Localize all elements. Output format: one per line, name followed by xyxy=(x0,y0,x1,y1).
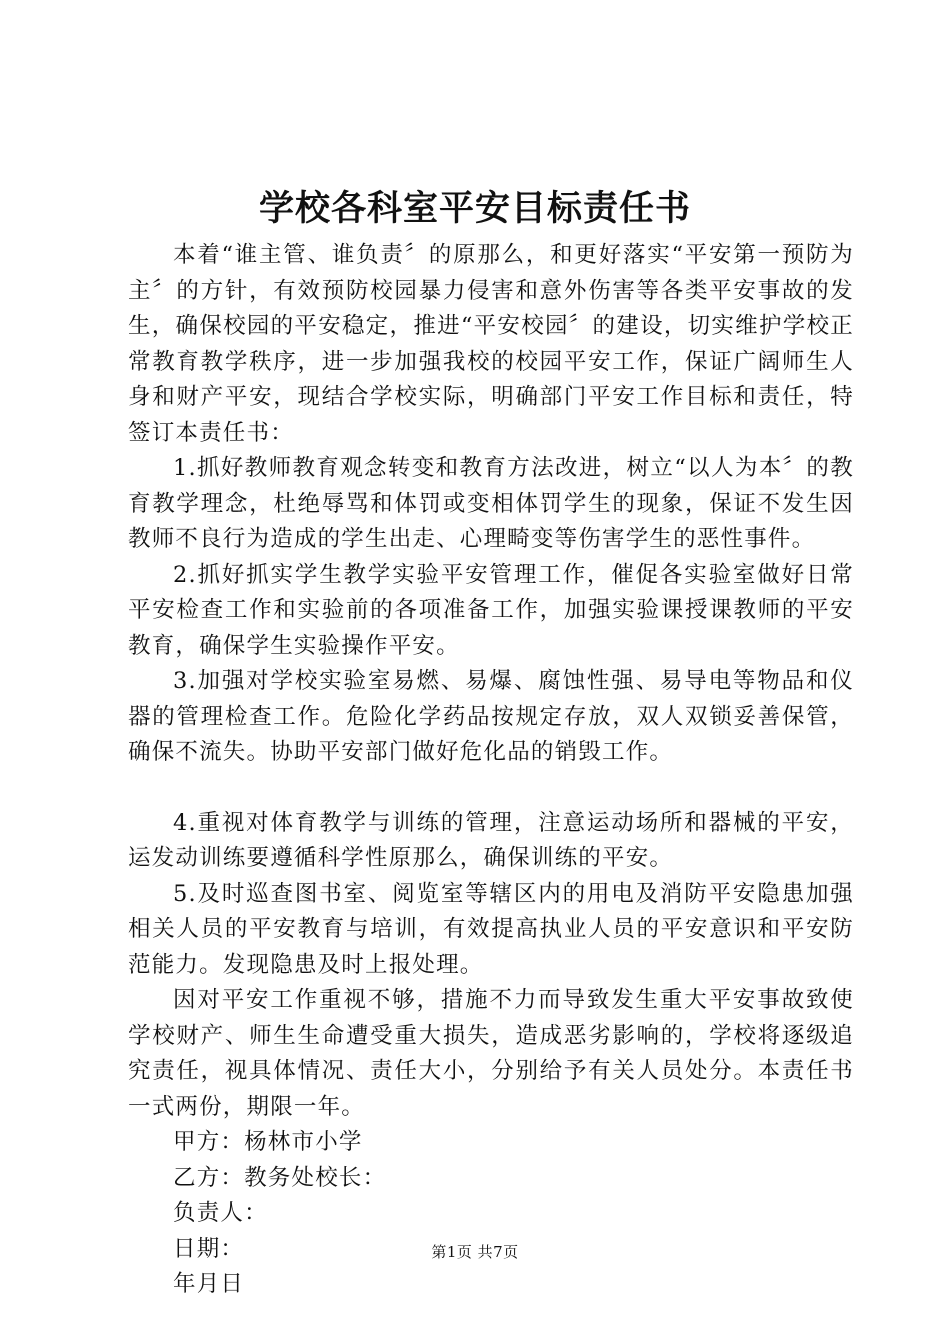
signature-responsible: 负责人： xyxy=(173,1200,268,1226)
paragraph-item-5: 5.及时巡查图书室、阅览室等辖区内的用电及消防平安隐患加强相关人员的平安教育与培训，有效提高执业人员的平安意识和平安防范能力。发现隐患及时上报处理。 xyxy=(128,880,854,978)
paragraph-intro: 本着“谁主管、谁负责〞的原那么，和更好落实“平安第一预防为主〞的方针，有效预防校园暴力侵害和意外伤害等各类平安事故的发生，确保校园的平安稳定，推进“平安校园〞的建设，切实维护学校正常教育教学秩序，进一步加强我校的校园平安工作，保证广阔师生人身和财产平安，现结合学校实际，明确部门平安工作目标和责任，特签订本责任书： xyxy=(128,242,854,446)
paragraph-liability: 因对平安工作重视不够，措施不力而导致发生重大平安事故致使学校财产、师生生命遭受重大损失，造成恶劣影响的，学校将逐级追究责任，视具体情况、责任大小，分别给予有关人员处分。本责任书一式两份，期限一年。 xyxy=(128,987,854,1120)
page-footer: 第1页 共7页 xyxy=(431,1243,519,1261)
paragraph-item-1: 1.抓好教师教育观念转变和教育方法改进，树立“以人为本〞的教育教学理念，杜绝辱骂和体罚或变相体罚学生的现象，保证不发生因教师不良行为造成的学生出走、心理畸变等伤害学生的恶性事件。 xyxy=(128,455,854,552)
paragraph-item-3: 3.加强对学校实验室易燃、易爆、腐蚀性强、易导电等物品和仪器的管理检查工作。危险化学药品按规定存放，双人双锁妥善保管，确保不流失。协助平安部门做好危化品的销毁工作。 xyxy=(128,668,854,765)
signature-party-b: 乙方：教务处校长： xyxy=(173,1164,387,1191)
signature-party-a: 甲方：杨林市小学 xyxy=(173,1129,363,1155)
paragraph-item-2: 2.抓好抓实学生教学实验平安管理工作，催促各实验室做好日常平安检查工作和实验前的各项准备工作，加强实验课授课教师的平安教育，确保学生实验操作平安。 xyxy=(128,561,854,659)
document-title: 学校各科室平安目标责任书 xyxy=(258,188,691,229)
document-body xyxy=(128,238,854,1303)
signature-date: 日期： xyxy=(173,1235,245,1262)
signature-ymd: 年月日 xyxy=(173,1271,245,1297)
paragraph-item-4: 4.重视对体育教学与训练的管理，注意运动场所和器械的平安，运发动训练要遵循科学性原那么，确保训练的平安。 xyxy=(128,809,854,871)
